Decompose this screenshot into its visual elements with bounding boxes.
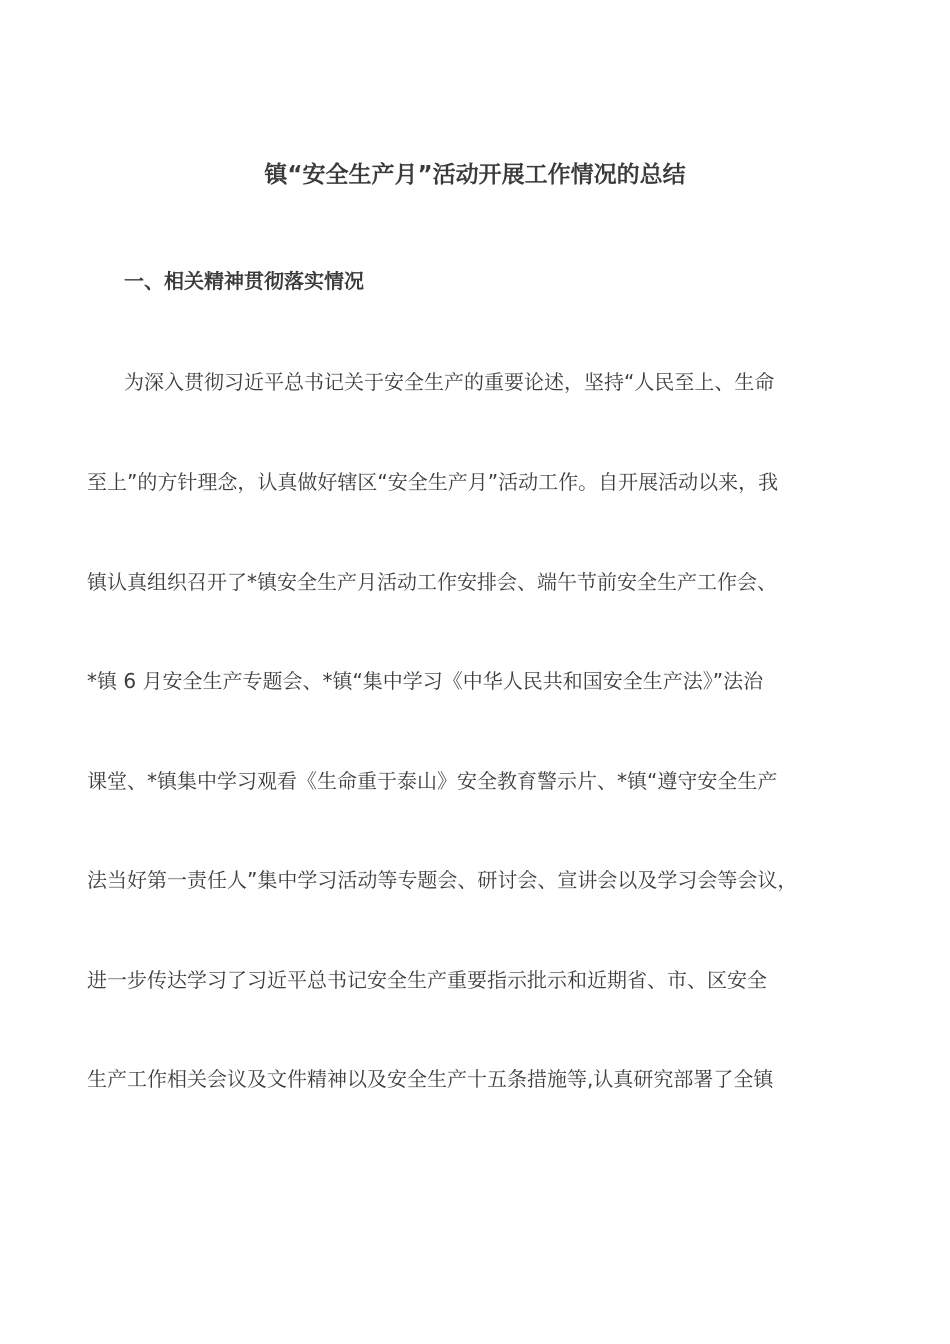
paragraph-line: *镇 6 月安全生产专题会、*镇“集中学习《中华人民共和国安全生产法》”法治 xyxy=(87,669,764,693)
paragraph-line: 镇认真组织召开了*镇安全生产月活动工作安排会、端午节前安全生产工作会、 xyxy=(87,570,777,594)
paragraph-line: 法当好第一责任人”集中学习活动等专题会、研讨会、宣讲会以及学习会等会议， xyxy=(87,868,798,892)
paragraph-line: 生产工作相关会议及文件精神以及安全生产十五条措施等,认真研究部署了全镇 xyxy=(87,1067,774,1091)
paragraph-line: 至上”的方针理念，认真做好辖区“安全生产月”活动工作。自开展活动以来，我 xyxy=(87,470,779,494)
paragraph-line: 进一步传达学习了习近平总书记安全生产重要指示批示和近期省、市、区安全 xyxy=(87,968,767,992)
section-heading: 一、相关精神贯彻落实情况 xyxy=(124,269,364,293)
paragraph-line: 为深入贯彻习近平总书记关于安全生产的重要论述，坚持“人民至上、生命 xyxy=(124,370,775,394)
document-title: 镇“安全生产月”活动开展工作情况的总结 xyxy=(264,162,686,188)
paragraph-line: 课堂、*镇集中学习观看《生命重于泰山》安全教育警示片、*镇“遵守安全生产 xyxy=(87,769,778,793)
